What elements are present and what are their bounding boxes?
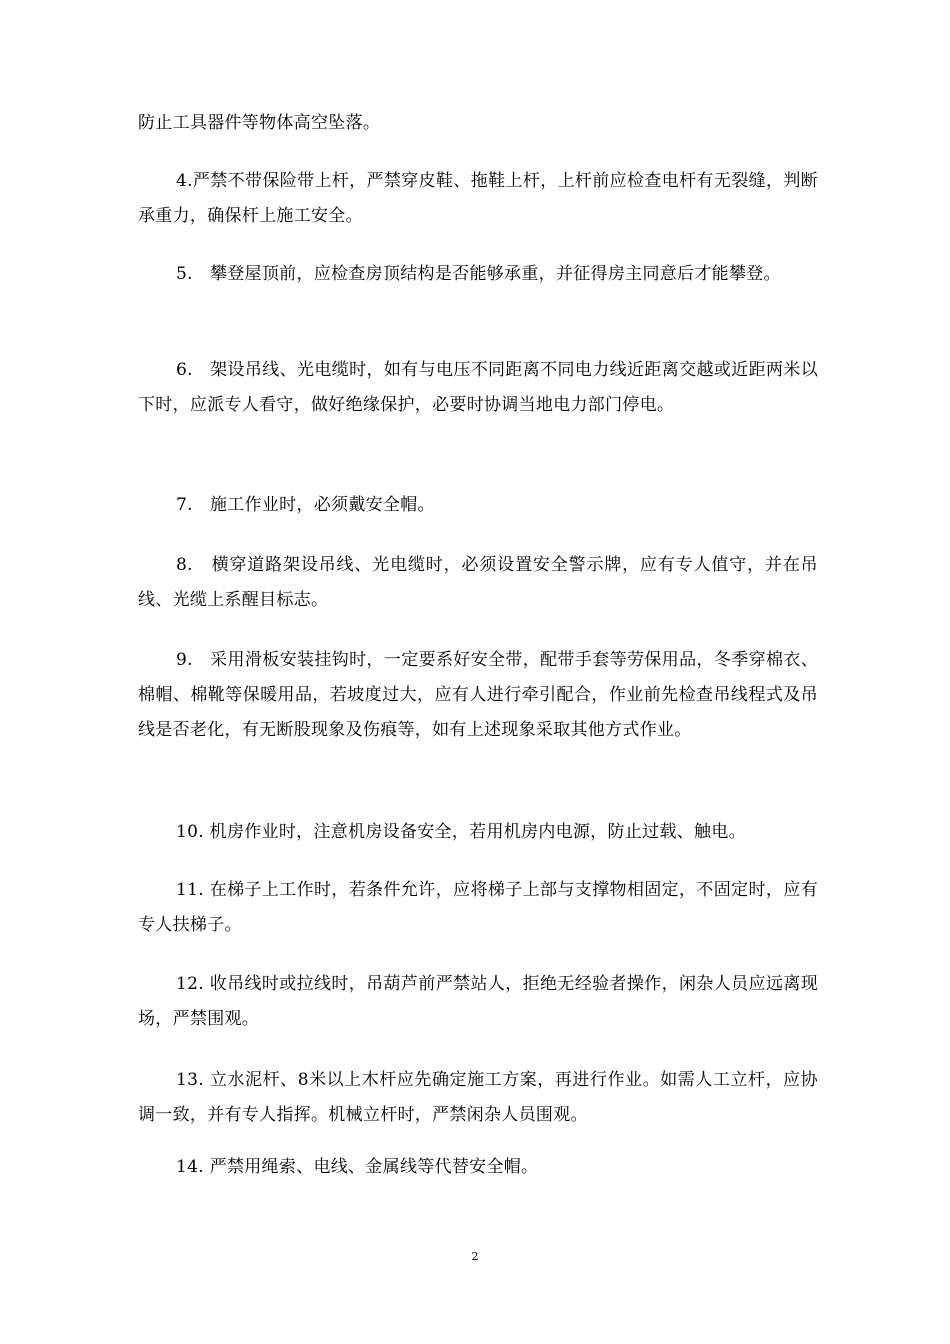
- paragraph-text: 在梯子上工作时，若条件允许，应将梯子上部与支撑物相固定，不固定时，应有专人扶梯子。: [138, 880, 818, 935]
- paragraph-text: 采用滑板安装挂钩时，一定要系好安全带，配带手套等劳保用品，冬季穿棉衣、棉帽、棉靴等保暖用品，若坡度过大，应有人进行牵引配合，作业前先检查吊线程式及吊线是否老化，有无断股现象及伤痕等，如有上述现象采取其他方式作业。: [138, 650, 818, 740]
- paragraph-text: 横穿道路架设吊线、光电缆时，必须设置安全警示牌，应有专人值守，并在吊线、光缆上系醒目标志。: [138, 555, 818, 610]
- paragraph-text: 严禁不带保险带上杆，严禁穿皮鞋、拖鞋上杆，上杆前应检查电杆有无裂缝，判断承重力，确保杆上施工安全。: [138, 171, 818, 226]
- paragraph-text: 攀登屋顶前，应检查房顶结构是否能够承重，并征得房主同意后才能攀登。: [209, 264, 781, 284]
- paragraph-text: 收吊线时或拉线时，吊葫芦前严禁站人，拒绝无经验者操作，闲杂人员应远离现场，严禁围观。: [138, 974, 818, 1029]
- item-number: 9.: [176, 650, 193, 670]
- item-number: 13.: [176, 1070, 204, 1090]
- item-number: 14.: [176, 1157, 204, 1177]
- paragraph-item-5: [138, 257, 818, 292]
- item-number: 7.: [176, 495, 193, 515]
- paragraph-item-13: [138, 1063, 818, 1133]
- paragraph-item-8: [138, 548, 818, 618]
- paragraph-item-12: [138, 967, 818, 1037]
- paragraph-item-10: [138, 815, 818, 850]
- item-number: 11.: [176, 880, 204, 900]
- item-number: 6.: [176, 360, 193, 380]
- paragraph-text: 机房作业时，注意机房设备安全，若用机房内电源，防止过载、触电。: [209, 822, 746, 842]
- paragraph-text: 架设吊线、光电缆时，如有与电压不同距离不同电力线近距离交越或近距两米以下时，应派专人看守，做好绝缘保护，必要时协调当地电力部门停电。: [138, 360, 818, 415]
- paragraph-text: 立水泥杆、8米以上木杆应先确定施工方案，再进行作业。如需人工立杆，应协调一致，并有专人指挥。机械立杆时，严禁闲杂人员围观。: [138, 1070, 818, 1125]
- paragraph-text: 严禁用绳索、电线、金属线等代替安全帽。: [209, 1157, 539, 1177]
- item-number: 8.: [176, 555, 193, 575]
- paragraph-continuation: [138, 106, 818, 141]
- paragraph-item-11: [138, 873, 818, 943]
- item-number: 4.: [176, 171, 193, 191]
- paragraph-item-9: [138, 643, 818, 748]
- item-number: 5.: [176, 264, 193, 284]
- paragraph-item-7: [138, 488, 818, 523]
- paragraph-item-4: [138, 164, 818, 234]
- paragraph-item-6: [138, 353, 818, 423]
- item-number: 12.: [176, 974, 204, 994]
- paragraph-text: 防止工具器件等物体高空坠落。: [138, 113, 381, 133]
- paragraph-item-14: [138, 1150, 818, 1185]
- item-number: 10.: [176, 822, 204, 842]
- page-number: 2: [471, 1250, 479, 1263]
- paragraph-text: 施工作业时，必须戴安全帽。: [209, 495, 435, 515]
